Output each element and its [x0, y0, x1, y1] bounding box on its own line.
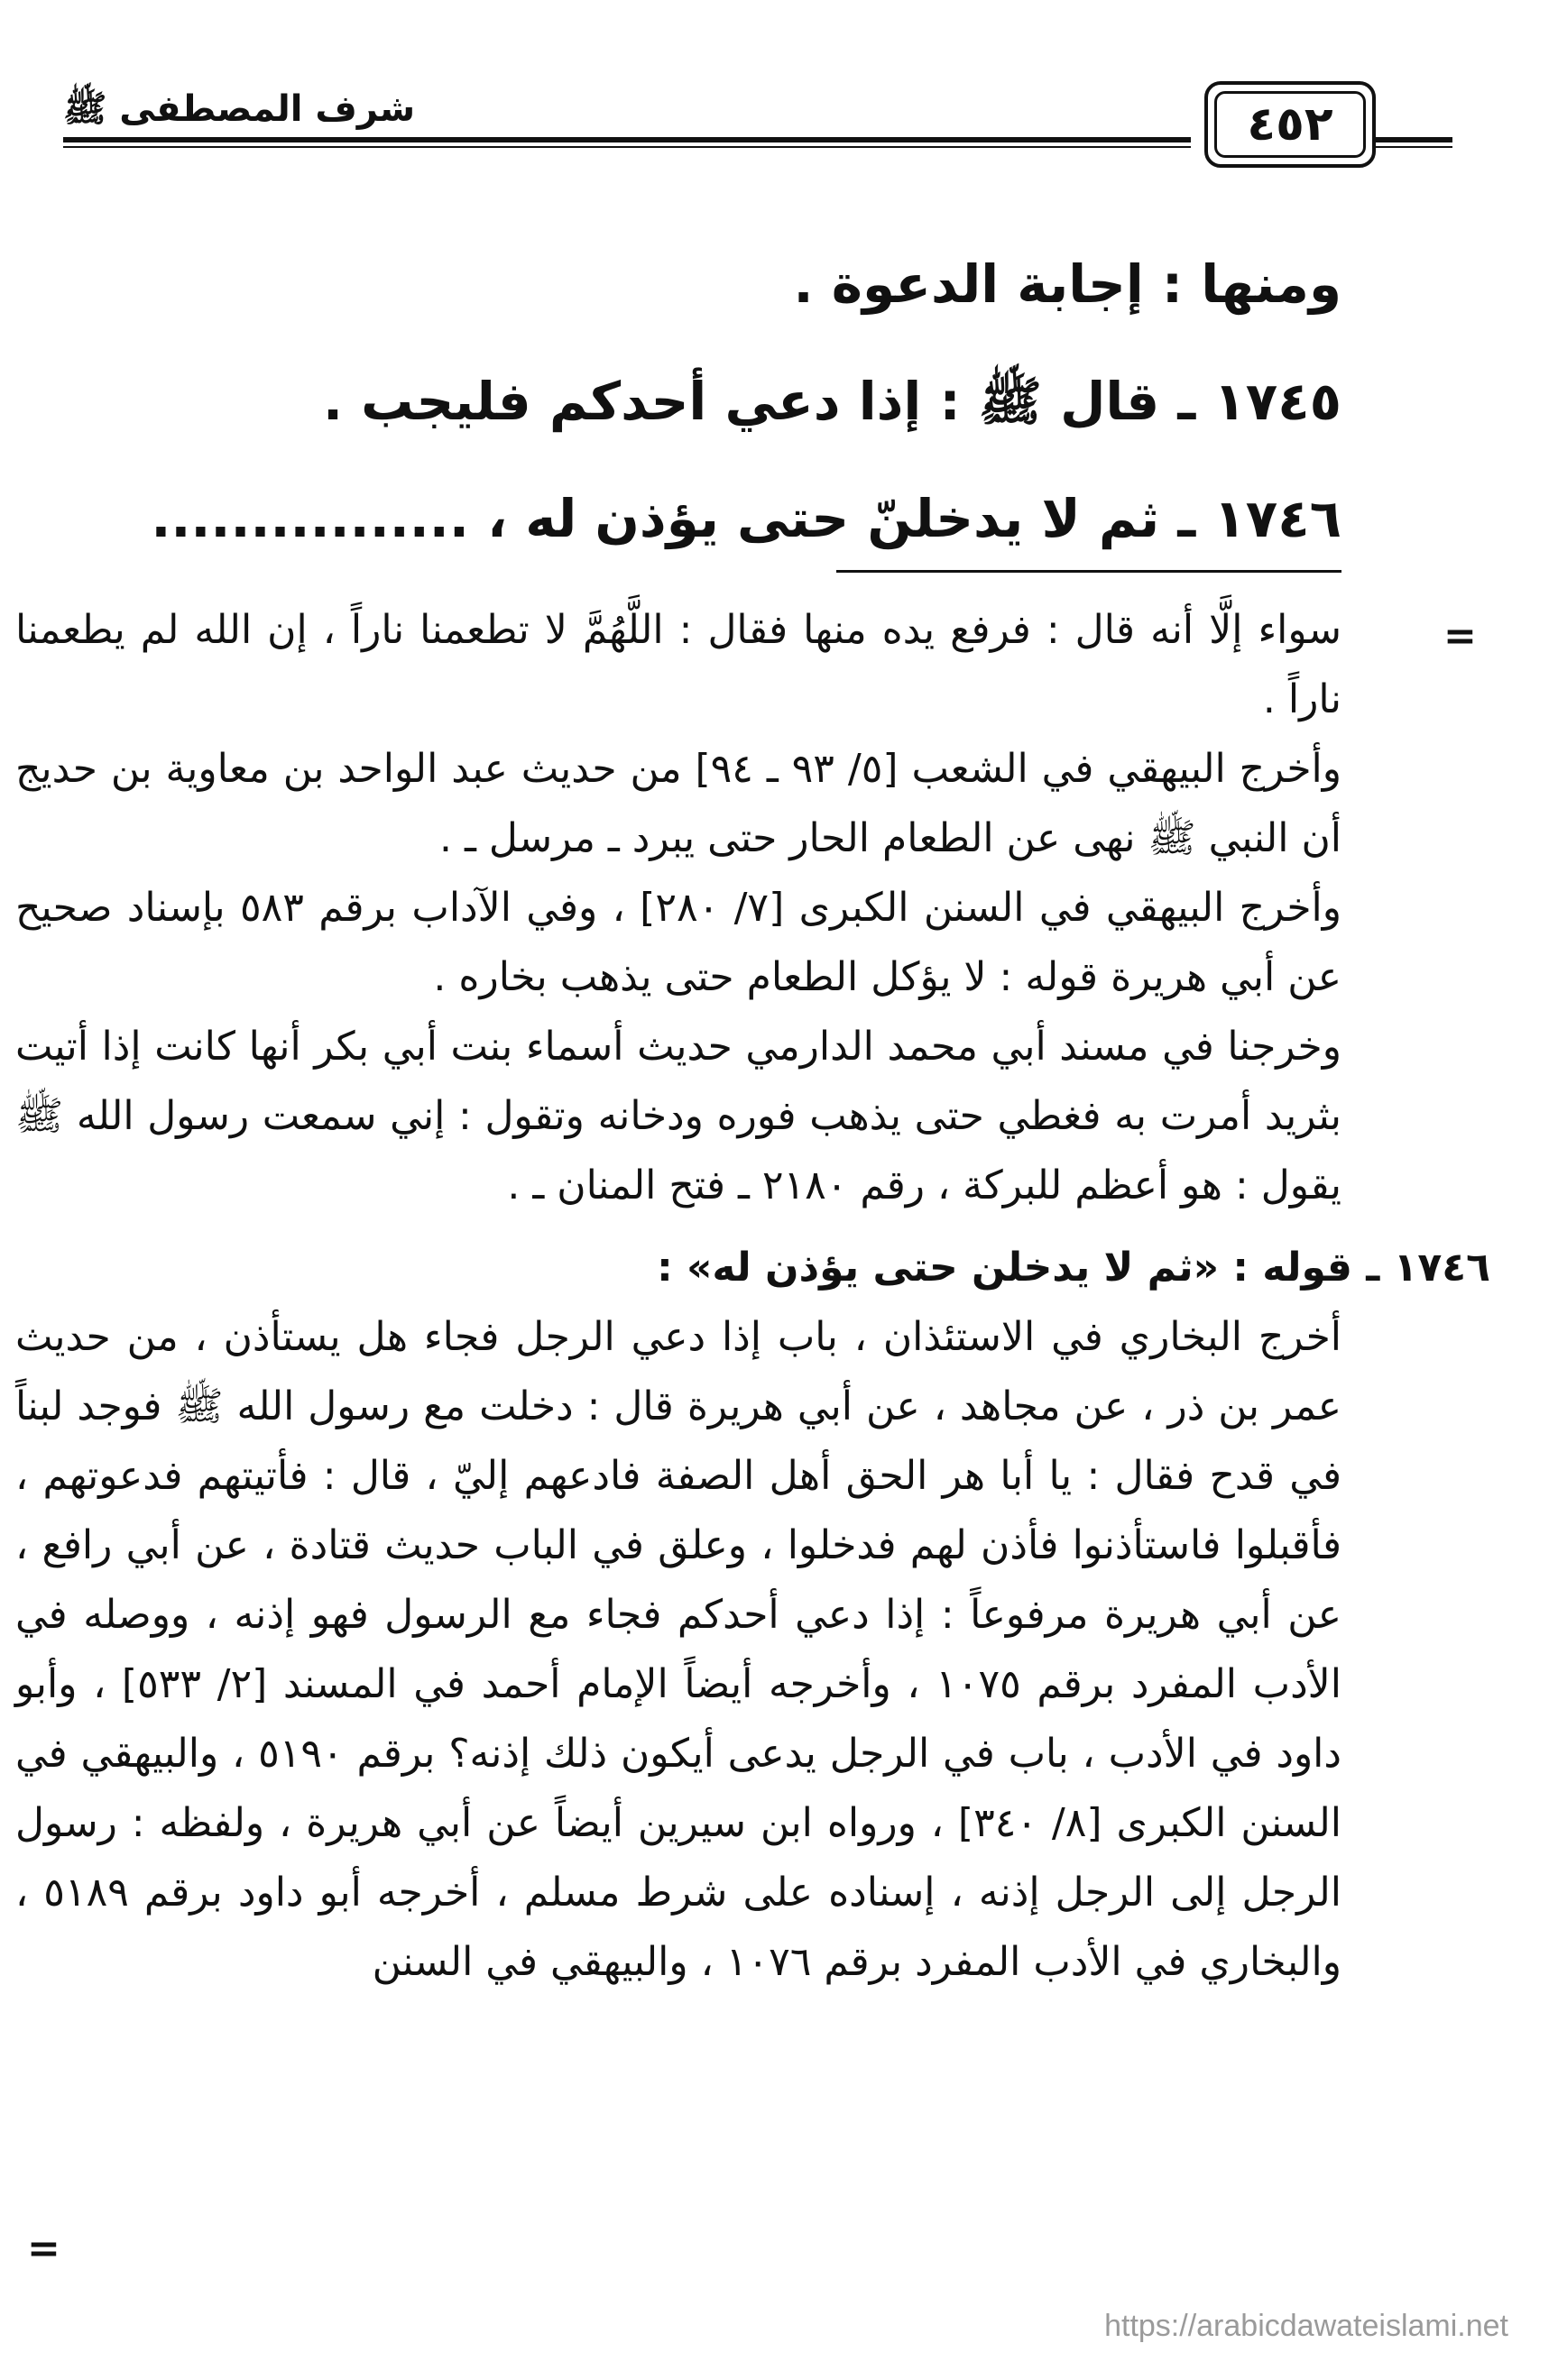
footnote-paragraph-3: وأخرج البيهقي في السنن الكبرى [٧/ ٢٨٠] ، وفي الآداب برقم ٥٨٣ بإسناد صحيح عن أبي هريرة قوله : لا يؤكل الطعام حتى يذهب بخاره . — [15, 885, 1342, 1000]
main-line-3 — [97, 460, 1341, 577]
footnote-heading-1746: ١٧٤٦ ـ قوله : «ثم لا يدخلن حتى يؤذن له» : — [657, 1245, 1490, 1291]
main-line-1: ومنها : إجابة الدعوة . — [793, 253, 1341, 315]
footnote-paragraph-1: سواء إلَّا أنه قال : فرفع يده منها فقال : اللَّهُمَّ لا تطعمنا ناراً ، إن الله لم يطعمنا ناراً . — [15, 607, 1341, 722]
footnote-paragraph-2: وأخرج البيهقي في الشعب [٥/ ٩٣ ـ ٩٤] من حديث عبد الواحد بن معاوية بن حديج أن النبي ﷺ نهى عن الطعام الحار حتى يبرد ـ مرسل ـ . — [15, 746, 1342, 861]
main-line-3-dots: ................ — [151, 488, 469, 549]
main-line-3-text: ١٧٤٦ ـ ثم لا يدخلنّ حتى يؤذن له ، — [487, 488, 1341, 549]
header-rule-right — [1376, 137, 1452, 142]
page-header — [63, 74, 1452, 173]
page-number: ٤٥٢ — [1214, 91, 1366, 158]
page-number-frame — [1204, 81, 1376, 168]
footnote-paragraph-4: وخرجنا في مسند أبي محمد الدارمي حديث أسماء بنت أبي بكر أنها كانت إذا أتيت بثريد أمرت به فغطي حتى يذهب فوره ودخانه وتقول : إني سمعت رسول الله ﷺ يقول : هو أعظم للبركة ، رقم ٢١٨٠ ـ فتح المنان ـ . — [15, 1024, 1341, 1208]
running-title: شرف المصطفى ﷺ — [63, 88, 416, 130]
header-rule-right-thin — [1376, 146, 1452, 148]
header-rule-thin — [63, 146, 1191, 148]
header-rule — [63, 137, 1191, 142]
footnote-paragraph-5: أخرج البخاري في الاستئذان ، باب إذا دعي الرجل فجاء هل يستأذن ، من حديث عمر بن ذر ، عن مجاهد ، عن أبي هريرة قال : دخلت مع رسول الله ﷺ فوجد لبناً في قدح فقال : يا أبا هر الحق أهل الصفة فادعهم إليّ ، قال : فأتيتهم فدعوتهم ، فأقبلوا فاستأذنوا فأذن لهم فدخلوا ، وعلق في الباب حديث قتادة ، عن أبي رافع ، عن أبي هريرة مرفوعاً : إذا دعي أحدكم فجاء مع الرسول فهو إذنه ، ووصله في الأدب المفرد برقم ١٠٧٥ ، وأخرجه أيضاً الإمام أحمد في المسند [٢/ ٥٣٣] ، وأبو داود في الأدب ، باب في الرجل يدعى أيكون ذلك إذنه؟ برقم ٥١٩٠ ، والبيهقي في السنن الكبرى [٨/ ٣٤٠] ، ورواه ابن سيرين أيضاً عن أبي هريرة ، ولفظه : رسول الرجل إلى الرجل إذنه ، إسناده على شرط مسلم ، أخرجه أبو داود برقم ٥١٨٩ ، والبخاري في الأدب المفرد برقم ١٠٧٦ ، والبيهقي في السنن — [15, 1314, 1342, 1985]
continuation-mark-bottom: = — [27, 2226, 60, 2272]
main-text — [97, 225, 1341, 577]
continuation-mark-top: = — [1443, 613, 1477, 659]
main-line-2: ١٧٤٥ ـ قال ﷺ : إذا دعي أحدكم فليجب . — [322, 371, 1341, 432]
footnotes — [15, 595, 1490, 1997]
footnote-separator — [836, 570, 1341, 573]
watermark: https://arabicdawateislami.net — [1104, 2309, 1508, 2343]
